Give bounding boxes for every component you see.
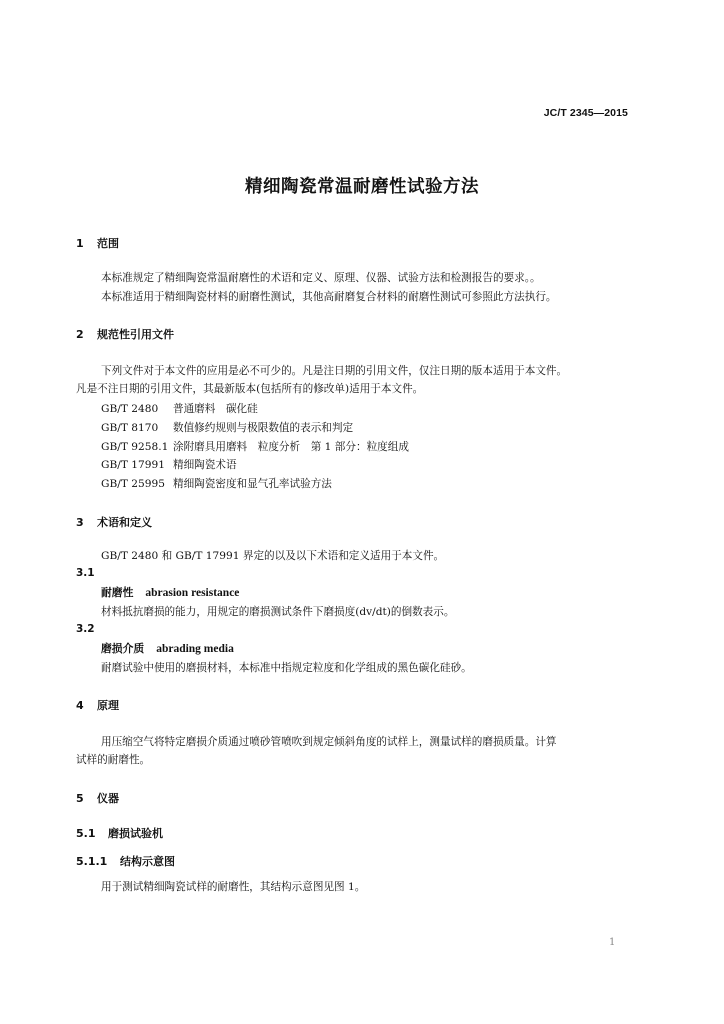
section-number: 2 — [76, 328, 84, 341]
section-title: 范围 — [97, 237, 119, 250]
term-number: 3.1 — [76, 567, 95, 579]
page-number: 1 — [609, 937, 616, 948]
term-definition: 耐磨试验中使用的磨损材料，本标准中指规定粒度和化学组成的黑色碳化硅砂。 — [101, 662, 472, 674]
subsection-heading — [76, 853, 175, 869]
subsection-title: 磨损试验机 — [108, 827, 163, 840]
section-number: 4 — [76, 699, 84, 712]
reference-item: GB/T 8170 数值修约规则与极限数值的表示和判定 — [101, 422, 354, 434]
paragraph-apparatus: 用于测试精细陶瓷试样的耐磨性，其结构示意图见图 1。 — [101, 881, 366, 893]
standard-code: JC/T 2345—2015 — [543, 107, 628, 119]
subsection-number: 5.1.1 — [76, 855, 108, 868]
section-title: 原理 — [97, 699, 119, 712]
section-number: 3 — [76, 516, 84, 529]
reference-item: GB/T 2480 普通磨料 碳化硅 — [101, 403, 258, 415]
section-title: 规范性引用文件 — [97, 328, 174, 341]
reference-item: GB/T 17991 精细陶瓷术语 — [101, 459, 237, 471]
section-heading-principle — [76, 697, 119, 713]
section-number: 5 — [76, 792, 84, 805]
paragraph-principle-2: 试样的耐磨性。 — [76, 754, 151, 766]
paragraph-principle-1: 用压缩空气将特定磨损介质通过喷砂管喷吹到规定倾斜角度的试样上，测量试样的磨损质量。计算 — [101, 736, 557, 748]
subsection-number: 5.1 — [76, 827, 96, 840]
paragraph-scope-1: 本标准规定了精细陶瓷常温耐磨性的术语和定义、原理、仪器、试验方法和检测报告的要求。。 — [101, 272, 541, 284]
document-title: 精细陶瓷常温耐磨性试验方法 — [245, 177, 479, 197]
section-number: 1 — [76, 237, 84, 250]
section-heading-apparatus — [76, 790, 119, 806]
section-title: 术语和定义 — [97, 516, 152, 529]
reference-item: GB/T 9258.1 涂附磨具用磨料 粒度分析 第 1 部分：粒度组成 — [101, 441, 409, 453]
subsection-title: 结构示意图 — [120, 855, 175, 868]
term-definition: 材料抵抗磨损的能力，用规定的磨损测试条件下磨损度(dv/dt)的倒数表示。 — [101, 606, 455, 618]
terms-intro: GB/T 2480 和 GB/T 17991 界定的以及以下术语和定义适用于本文件。 — [101, 550, 445, 562]
section-heading-normative — [76, 326, 174, 342]
reference-item: GB/T 25995 精细陶瓷密度和显气孔率试验方法 — [101, 478, 332, 490]
section-title: 仪器 — [97, 792, 119, 805]
section-heading-scope — [76, 235, 119, 251]
term-heading: 耐磨性 abrasion resistance — [101, 586, 240, 599]
section-heading-terms — [76, 514, 152, 530]
subsection-heading — [76, 825, 163, 841]
term-number: 3.2 — [76, 623, 95, 635]
paragraph-scope-2: 本标准适用于精细陶瓷材料的耐磨性测试，其他高耐磨复合材料的耐磨性测试可参照此方法执行。 — [101, 291, 557, 303]
paragraph-normative-intro-2: 凡是不注日期的引用文件，其最新版本(包括所有的修改单)适用于本文件。 — [76, 383, 424, 395]
paragraph-normative-intro-1: 下列文件对于本文件的应用是必不可少的。凡是注日期的引用文件，仅注日期的版本适用于本文件。 — [101, 365, 568, 377]
term-heading: 磨损介质 abrading media — [101, 642, 234, 655]
